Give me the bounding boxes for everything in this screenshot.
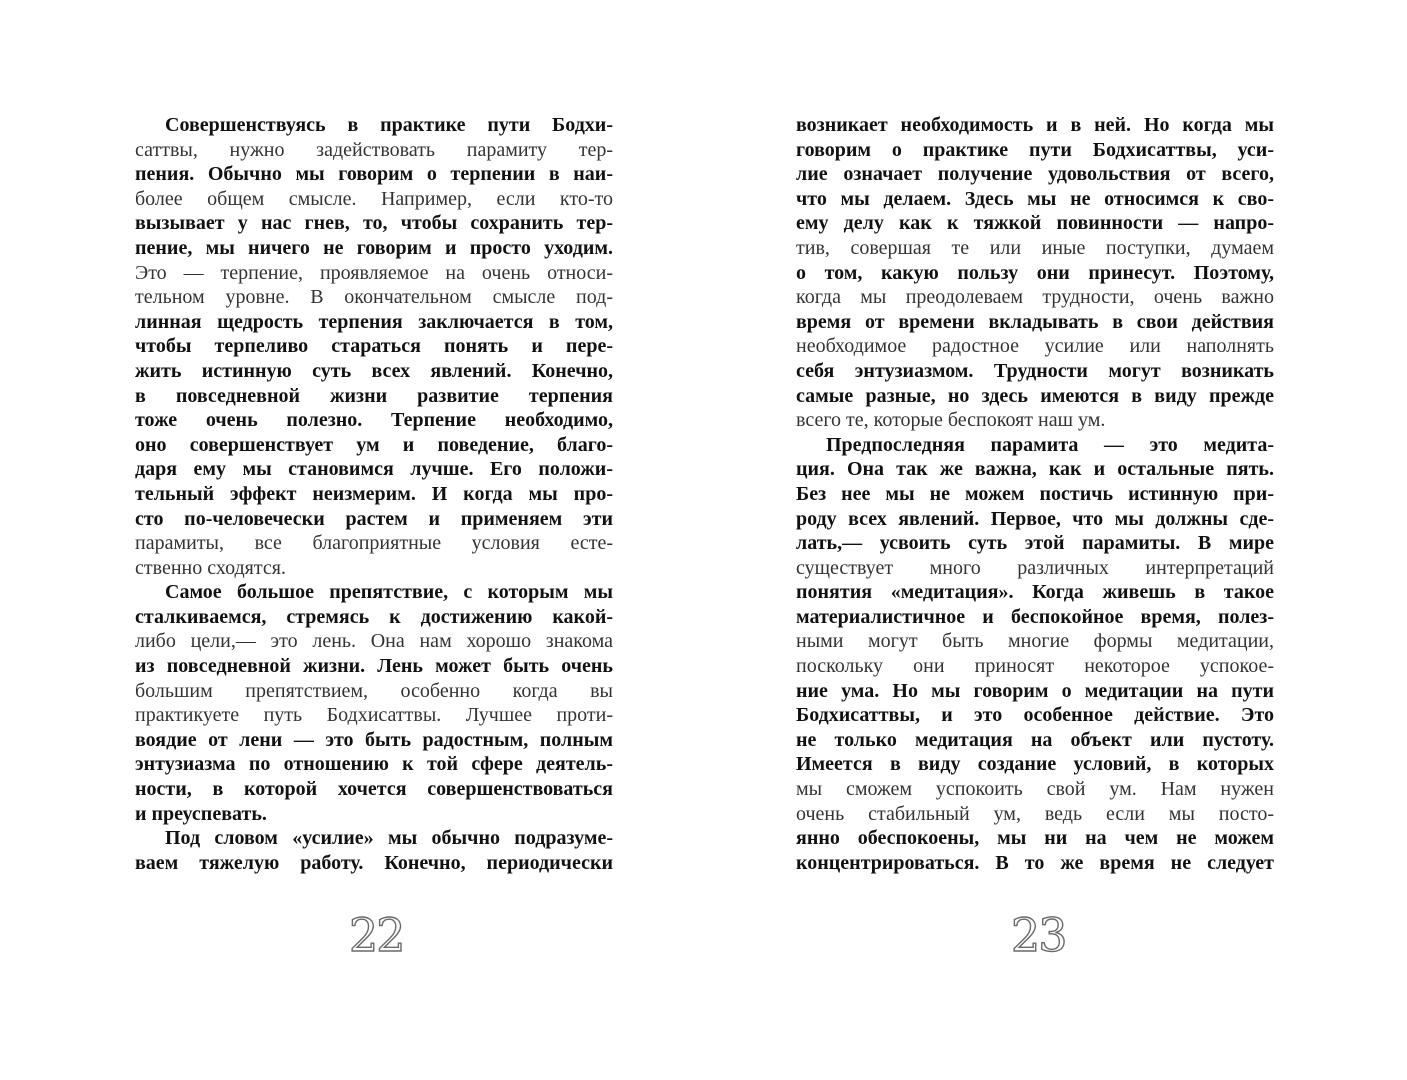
text-line: время от времени вкладывать в свои действия — [796, 310, 1274, 333]
text-line: янно обеспокоены, мы ни на чем не можем — [796, 827, 1274, 850]
text-line: когда мы преодолеваем трудности, очень важно — [796, 286, 1274, 309]
text-line: ние ума. Но мы говорим о медитации на пути — [796, 679, 1274, 702]
text-line: ности, в которой хочется совершенствоваться — [135, 778, 613, 801]
text-line: существует много различных интерпретаций — [796, 556, 1274, 579]
text-line: сто по-человечески растем и применяем эти — [135, 507, 613, 530]
text-line: роду всех явлений. Первое, что мы должны сде- — [796, 507, 1274, 530]
text-line: возникает необходимость и в ней. Но когда мы — [796, 114, 1274, 136]
text-line: из повседневной жизни. Лень может быть очень — [135, 655, 613, 678]
text-line: концентрироваться. В то же время не следует — [796, 851, 1274, 874]
text-line: пения. Обычно мы говорим о терпении в наи- — [135, 163, 613, 186]
text-line: Имеется в виду создание условий, в которых — [796, 753, 1274, 776]
text-line: даря ему мы становимся лучше. Его положи- — [135, 458, 613, 481]
text-line: Совершенствуясь в практике пути Бодхи- — [165, 114, 613, 136]
text-line: линная щедрость терпения заключается в том, — [135, 310, 613, 333]
text-line: в повседневной жизни развитие терпения — [135, 384, 613, 407]
text-line: либо цели,— это лень. Она нам хорошо знакома — [135, 630, 613, 653]
text-line: вызывает у нас гнев, то, чтобы сохранить тер- — [135, 212, 613, 235]
text-line: Бодхисаттвы, и это особенное действие. Это — [796, 704, 1274, 727]
text-line: ственно сходятся. — [135, 556, 286, 579]
text-line: Под словом «усилие» мы обычно подразуме- — [165, 827, 613, 850]
right-page — [704, 0, 1407, 1080]
text-line: тив, совершая те или иные поступки, думаем — [796, 236, 1274, 259]
text-line: жить истинную суть всех явлений. Конечно, — [135, 359, 613, 382]
right-page-text — [796, 113, 1274, 875]
text-line: очень стабильный ум, ведь если мы посто- — [796, 802, 1274, 825]
text-line: саттвы, нужно задействовать парамиту тер- — [135, 138, 613, 161]
text-line: о том, какую пользу они принесут. Поэтому, — [796, 261, 1274, 284]
text-line: большим препятствием, особенно когда вы — [135, 679, 613, 702]
text-line: говорим о практике пути Бодхисаттвы, уси- — [796, 138, 1274, 161]
text-line: сталкиваемся, стремясь к достижению какой- — [135, 605, 613, 628]
right-page-number: 23 — [1011, 908, 1066, 962]
text-line: тельном уровне. В окончательном смысле под- — [135, 286, 613, 309]
text-line: понятия «медитация». Когда живешь в такое — [796, 581, 1274, 604]
text-line: ваем тяжелую работу. Конечно, периодически — [135, 851, 613, 874]
text-line: лать,— усвоить суть этой парамиты. В мире — [796, 532, 1274, 555]
text-line: всего те, которые беспокоят наш ум. — [796, 409, 1106, 432]
text-line: материалистичное и беспокойное время, полез- — [796, 605, 1274, 628]
text-line: ными могут быть многие формы медитации, — [796, 630, 1274, 653]
text-line: себя энтузиазмом. Трудности могут возникать — [796, 359, 1274, 382]
text-line: оно совершенствует ум и поведение, благо- — [135, 433, 613, 456]
text-line: тельный эффект неизмерим. И когда мы про- — [135, 482, 613, 505]
left-page-text — [135, 113, 613, 875]
text-line: Это — терпение, проявляемое на очень относи- — [135, 261, 613, 284]
text-line: пение, мы ничего не говорим и просто уходим. — [135, 236, 613, 259]
text-line: поскольку они приносят некоторое успокое- — [796, 655, 1274, 678]
text-line: Предпоследняя парамита — это медита- — [826, 433, 1274, 456]
text-line: чтобы терпеливо стараться понять и пере- — [135, 335, 613, 358]
text-line: энтузиазма по отношению к той сфере деятель- — [135, 753, 613, 776]
text-line: Самое большое препятствие, с которым мы — [165, 581, 613, 604]
text-line: ему делу как к тяжкой повинности — напро- — [796, 212, 1274, 235]
text-line: и преуспевать. — [135, 802, 267, 825]
text-line: мы сможем успокоить свой ум. Нам нужен — [796, 778, 1274, 801]
text-line: более общем смысле. Например, если кто-то — [135, 187, 613, 210]
text-line: необходимое радостное усилие или наполнять — [796, 335, 1274, 358]
text-line: парамиты, все благоприятные условия есте- — [135, 532, 613, 555]
text-line: лие означает получение удовольствия от всего, — [796, 163, 1274, 186]
text-line: воядие от лени — это быть радостным, полным — [135, 728, 613, 751]
text-line: Без нее мы не можем постичь истинную при- — [796, 482, 1274, 505]
text-line: что мы делаем. Здесь мы не относимся к сво- — [796, 187, 1274, 210]
left-page-number: 22 — [349, 908, 404, 962]
text-line: тоже очень полезно. Терпение необходимо, — [135, 409, 613, 432]
text-line: не только медитация на объект или пустоту. — [796, 728, 1274, 751]
text-line: самые разные, но здесь имеются в виду прежде — [796, 384, 1274, 407]
text-line: практикуете путь Бодхисаттвы. Лучшее проти- — [135, 704, 613, 727]
text-line: ция. Она так же важна, как и остальные пять. — [796, 458, 1274, 481]
